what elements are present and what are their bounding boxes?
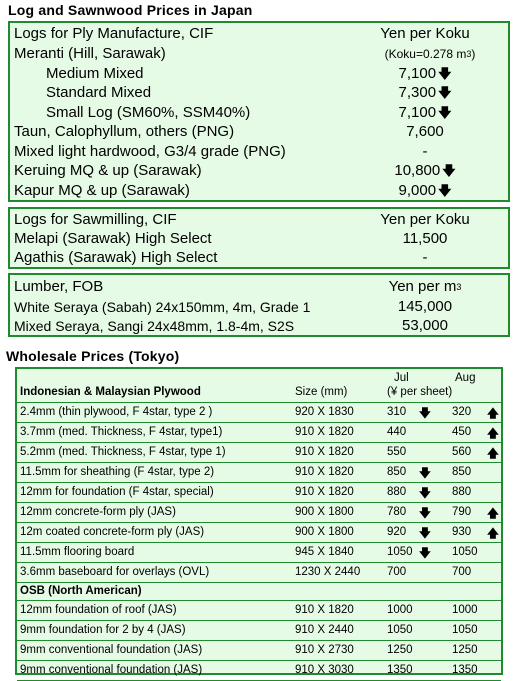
lumber-label: White Seraya (Sabah) 24x150mm, 4m, Grade 1 xyxy=(14,299,311,315)
lumber-header-unit xyxy=(350,278,500,296)
ply-log-price xyxy=(380,84,470,102)
ply-log-price xyxy=(380,143,470,161)
ply-log-price-value: 7,300 xyxy=(398,84,437,101)
lumber-label: Mixed Seraya, Sangi 24x48mm, 1.8-4m, S2S xyxy=(14,318,295,334)
wholesale-item: 3.6mm baseboard for overlays (OVL) xyxy=(20,566,210,578)
arrow-up-icon: 🡅 xyxy=(487,428,499,440)
section-osb: OSB (North American) xyxy=(20,585,142,597)
sawmill-log-label: Melapi (Sarawak) High Select xyxy=(14,230,212,247)
koku-note-tail: ) xyxy=(471,47,476,61)
ply-log-price xyxy=(380,182,470,200)
wholesale-aug: 1350 xyxy=(452,664,478,676)
wholesale-aug: 1050 xyxy=(452,624,478,636)
wholesale-jul: 1050 xyxy=(387,624,413,636)
wholesale-item: 12mm foundation of roof (JAS) xyxy=(20,604,177,616)
lumber-box xyxy=(8,273,510,337)
wholesale-jul: 780 xyxy=(387,506,407,518)
wholesale-item: 3.7mm (med. Thickness, F 4star, type1) xyxy=(20,426,223,438)
wholesale-size: 910 X 2440 xyxy=(295,624,354,636)
wholesale-size: 900 X 1800 xyxy=(295,526,354,538)
ply-log-price-value: 9,000 xyxy=(398,181,437,199)
wholesale-aug: 880 xyxy=(452,486,472,498)
wholesale-row xyxy=(17,621,501,641)
wholesale-jul: 550 xyxy=(387,446,407,458)
wholesale-aug: 930 xyxy=(452,526,472,538)
sawmill-log-price: - xyxy=(422,249,428,266)
wholesale-size: 910 X 1820 xyxy=(295,604,354,616)
ply-log-label: Keruing MQ & up (Sarawak) xyxy=(14,162,202,179)
wholesale-row xyxy=(17,403,501,423)
section-osb-row xyxy=(17,583,501,601)
ply-log-label: Kapur MQ & up (Sarawak) xyxy=(14,181,190,199)
koku-note-text: (Koku=0.278 m xyxy=(384,47,467,61)
wholesale-item: 12mm for foundation (F 4star, special) xyxy=(20,486,214,498)
wholesale-jul: 700 xyxy=(387,566,407,578)
arrow-down-icon: 🡇 xyxy=(419,408,431,420)
wholesale-size: 910 X 1820 xyxy=(295,426,354,438)
ply-log-label: Mixed light hardwood, G3/4 grade (PNG) xyxy=(14,142,286,160)
wholesale-aug: 1000 xyxy=(452,604,478,616)
ply-log-price-value: 7,100 xyxy=(398,64,437,82)
sawmill-log-price: 11,500 xyxy=(402,230,448,247)
arrow-down-icon: 🡇 xyxy=(419,488,431,500)
ply-log-price xyxy=(380,162,470,180)
wholesale-aug: 320 xyxy=(452,406,472,418)
wholesale-size: 910 X 1820 xyxy=(295,466,354,478)
wholesale-row xyxy=(17,661,501,681)
wholesale-jul: 1350 xyxy=(387,664,413,676)
wholesale-size: 910 X 3030 xyxy=(295,664,354,676)
arrow-down-icon: 🡇 xyxy=(438,104,452,120)
sawmill-log-label: Agathis (Sarawak) High Select xyxy=(14,249,218,266)
wholesale-aug: 1250 xyxy=(452,644,478,656)
arrow-down-icon: 🡇 xyxy=(442,163,456,178)
ply-log-label: Small Log (SM60%, SSM40%) xyxy=(46,103,251,121)
wholesale-jul: 920 xyxy=(387,526,407,538)
arrow-down-icon: 🡇 xyxy=(419,548,431,560)
ply-log-label: Taun, Calophyllum, others (PNG) xyxy=(14,123,235,140)
arrow-down-icon: 🡇 xyxy=(438,85,452,100)
lumber-header-label: Lumber, FOB xyxy=(14,278,104,295)
arrow-up-icon: 🡅 xyxy=(487,408,499,420)
ply-logs-header-unit: Yen per Koku xyxy=(380,25,470,42)
arrow-down-icon: 🡇 xyxy=(438,65,452,81)
sawmill-logs-header-unit: Yen per Koku xyxy=(380,211,470,228)
wholesale-item: 9mm conventional foundation (JAS) xyxy=(20,664,203,676)
wholesale-aug: 790 xyxy=(452,506,472,518)
wholesale-row xyxy=(17,483,501,503)
wholesale-aug: 560 xyxy=(452,446,472,458)
wholesale-size: 910 X 2730 xyxy=(295,644,354,656)
wholesale-item: 5.2mm (med. Thickness, F 4star, type 1) xyxy=(20,446,226,458)
wholesale-row xyxy=(17,523,501,543)
wholesale-row xyxy=(17,443,501,463)
wholesale-item: 12m coated concrete-form ply (JAS) xyxy=(20,526,205,538)
wholesale-aug: 1050 xyxy=(452,546,478,558)
wholesale-jul: 310 xyxy=(387,406,407,418)
ply-logs-box xyxy=(8,21,510,202)
arrow-up-icon: 🡅 xyxy=(487,508,499,520)
wholesale-row xyxy=(17,641,501,661)
wholesale-item: 11.5mm for sheathing (F 4star, type 2) xyxy=(20,466,215,478)
wholesale-row xyxy=(17,601,501,621)
arrow-up-icon: 🡅 xyxy=(487,448,499,460)
section-title-log-prices: Log and Sawnwood Prices in Japan xyxy=(8,2,253,18)
sawmill-logs-box xyxy=(8,207,510,269)
wholesale-aug: 700 xyxy=(452,566,472,578)
ply-log-label: Medium Mixed xyxy=(46,64,144,82)
wholesale-aug: 850 xyxy=(452,466,472,478)
ply-log-price-value: 7,100 xyxy=(398,103,437,121)
wholesale-item: 11.5mm flooring board xyxy=(20,546,135,558)
ply-log-label: Meranti (Hill, Sarawak) xyxy=(14,45,166,62)
wholesale-size: 1230 X 2440 xyxy=(295,566,361,578)
wholesale-item: 9mm foundation for 2 by 4 (JAS) xyxy=(20,624,186,636)
wholesale-row xyxy=(17,503,501,523)
wholesale-jul: 1250 xyxy=(387,644,413,656)
sawmill-logs-header-label: Logs for Sawmilling, CIF xyxy=(14,211,177,228)
ply-log-price-value: 7,600 xyxy=(406,123,444,140)
wholesale-row xyxy=(17,423,501,443)
wholesale-header xyxy=(17,369,501,403)
col-unit: (¥ per sheet) xyxy=(387,386,453,398)
lumber-header-unit-text: Yen per m xyxy=(388,278,457,295)
koku-note xyxy=(350,45,510,63)
ply-log-price xyxy=(380,65,470,83)
wholesale-size: 910 X 1820 xyxy=(295,446,354,458)
wholesale-row xyxy=(17,563,501,583)
arrow-down-icon: 🡇 xyxy=(438,182,452,198)
lumber-price: 145,000 xyxy=(397,298,453,315)
col-size: Size (mm) xyxy=(295,386,348,398)
wholesale-item: 2.4mm (thin plywood, F 4star, type 2 ) xyxy=(20,406,213,418)
wholesale-size: 900 X 1800 xyxy=(295,506,354,518)
wholesale-jul: 440 xyxy=(387,426,407,438)
arrow-up-icon: 🡅 xyxy=(487,528,499,540)
arrow-down-icon: 🡇 xyxy=(419,528,431,540)
wholesale-item: 12mm concrete-form ply (JAS) xyxy=(20,506,176,518)
wholesale-jul: 1050 xyxy=(387,546,413,558)
lumber-header-unit-sup: 3 xyxy=(456,282,462,292)
section-indonesian-plywood: Indonesian & Malaysian Plywood xyxy=(20,386,201,398)
wholesale-jul: 1000 xyxy=(387,604,413,616)
wholesale-box xyxy=(15,367,503,675)
wholesale-item: 9mm conventional foundation (JAS) xyxy=(20,644,203,656)
wholesale-jul: 880 xyxy=(387,486,407,498)
wholesale-size: 910 X 1820 xyxy=(295,486,354,498)
wholesale-aug: 450 xyxy=(452,426,472,438)
arrow-down-icon: 🡇 xyxy=(419,468,431,480)
ply-logs-header-label: Logs for Ply Manufacture, CIF xyxy=(14,25,214,42)
wholesale-size: 920 X 1830 xyxy=(295,406,354,418)
ply-log-price-value: - xyxy=(422,142,428,160)
wholesale-row xyxy=(17,543,501,563)
ply-log-label: Standard Mixed xyxy=(46,84,152,101)
arrow-down-icon: 🡇 xyxy=(419,508,431,520)
wholesale-jul: 850 xyxy=(387,466,407,478)
lumber-price: 53,000 xyxy=(402,317,448,334)
koku-note-sup: 3 xyxy=(466,49,472,59)
wholesale-size: 945 X 1840 xyxy=(295,546,354,558)
col-aug: Aug xyxy=(455,372,476,384)
ply-log-price-value: 10,800 xyxy=(394,162,441,179)
section-title-wholesale: Wholesale Prices (Tokyo) xyxy=(6,348,180,364)
ply-log-price xyxy=(380,104,470,122)
col-jul: Jul xyxy=(394,372,409,384)
wholesale-row xyxy=(17,463,501,483)
ply-log-price xyxy=(380,123,470,141)
